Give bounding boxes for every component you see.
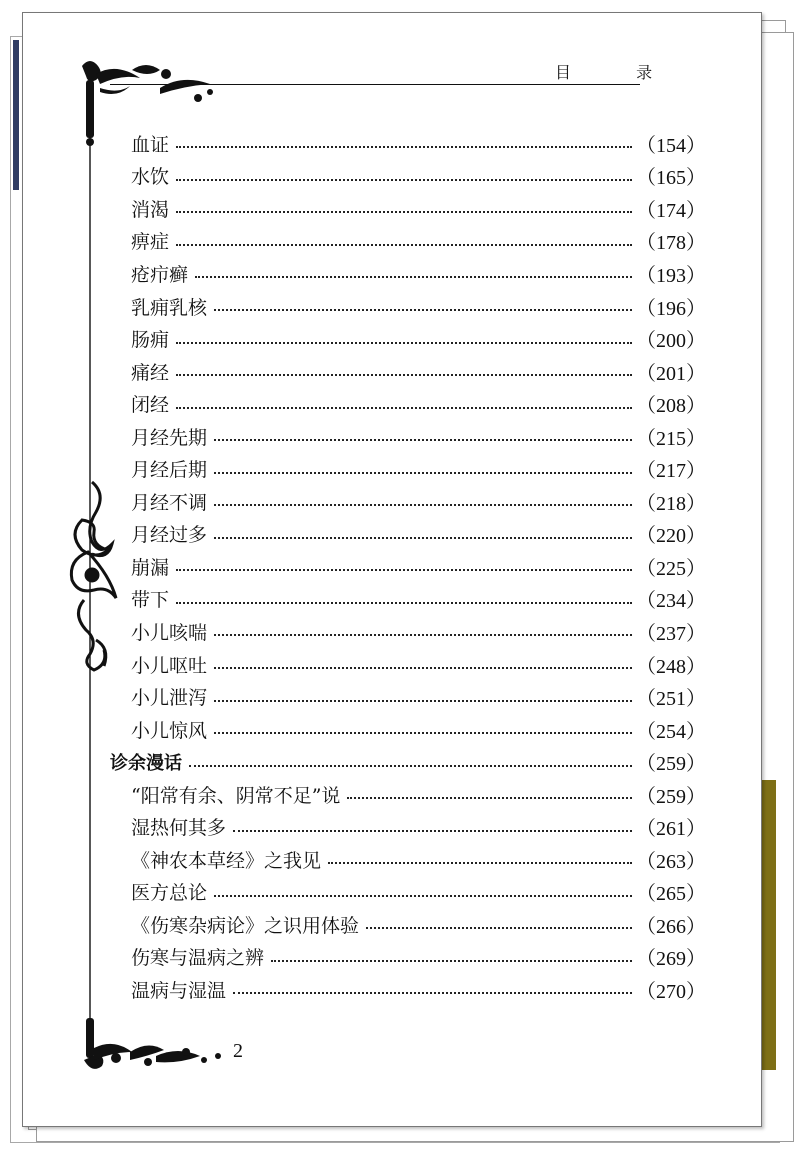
toc-entry [110,941,706,974]
toc-entry-title: 血证 [131,133,170,156]
toc-dot-leader [214,537,632,539]
toc-dot-leader [271,960,632,962]
toc-dot-leader [214,634,632,636]
toc-entry-page: （261） [636,818,706,841]
toc-entry-page: （217） [636,460,706,483]
toc-entry [110,583,706,616]
toc-entry-page: （254） [636,720,706,743]
toc-dot-leader [214,700,632,702]
toc-entry-page: （196） [636,297,706,320]
toc-entry-title: 水饮 [131,166,170,189]
toc-entry [110,843,706,876]
toc-dot-leader [214,504,632,506]
toc-entry [110,192,706,225]
toc-entry-title: “阳常有余、阴常不足”说 [131,784,341,807]
toc-dot-leader [214,895,632,897]
toc-entry [110,290,706,323]
toc-entry-title: 肠痈 [131,329,170,352]
toc-dot-leader [347,797,632,799]
toc-entry-title: 痛经 [131,361,170,384]
toc-dot-leader [214,732,632,734]
toc-entry-title: 小儿呕吐 [131,654,208,677]
toc-entry-title: 《伤寒杂病论》之识用体验 [131,914,360,937]
toc-entry-title: 月经不调 [131,491,208,514]
toc-entry-title: 伤寒与温病之辨 [131,947,265,970]
toc-dot-leader [214,309,632,311]
toc-entry-page: （174） [636,199,706,222]
toc-dot-leader [176,374,632,376]
toc-entry-title: 月经后期 [131,459,208,482]
toc-entry-title: 月经先期 [131,426,208,449]
toc-entry-page: （165） [636,167,706,190]
toc-entry-page: （237） [636,622,706,645]
toc-entry [110,908,706,941]
toc-entry-page: （265） [636,883,706,906]
toc-entry-title: 消渴 [131,198,170,221]
toc-entry-page: （263） [636,850,706,873]
toc-entry-title: 带下 [131,589,170,612]
toc-dot-leader [214,472,632,474]
toc-entry-page: （200） [636,330,706,353]
bottom-left-ornament [84,1018,221,1069]
toc-dot-leader [189,765,632,767]
toc-dot-leader [233,992,632,994]
toc-entry-page: （259） [636,753,706,776]
toc-entry-page: （259） [636,785,706,808]
toc-entry-page: （193） [636,264,706,287]
toc-entry [110,160,706,193]
toc-dot-leader [214,439,632,441]
running-header: 目 录 [555,63,683,82]
toc-dot-leader [366,927,632,929]
toc-entry [110,485,706,518]
toc-dot-leader [176,602,632,604]
toc-entry-title: 诊余漫话 [110,752,182,774]
toc-entry-page: （270） [636,980,706,1003]
header-rule [110,84,640,85]
toc-entry-page: （201） [636,362,706,385]
toc-entry [110,550,706,583]
toc-entry [110,713,706,746]
toc-dot-leader [195,276,632,278]
toc-entry-page: （266） [636,915,706,938]
toc-entry [110,778,706,811]
toc-dot-leader [233,830,632,832]
toc-dot-leader [176,569,632,571]
toc-entry [110,680,706,713]
page-number: 2 [233,1040,243,1062]
toc-entry-page: （234） [636,590,706,613]
toc-entry-title: 《神农本草经》之我见 [131,849,322,872]
toc-entry-title: 崩漏 [131,556,170,579]
toc-dot-leader [176,179,632,181]
toc-entry [110,615,706,648]
toc-entry-title: 月经过多 [131,524,208,547]
toc-entry-page: （178） [636,232,706,255]
toc-entry-page: （154） [636,134,706,157]
toc-entry [110,973,706,1006]
toc-entry-page: （225） [636,557,706,580]
toc-entry-page: （251） [636,688,706,711]
toc-entry-title: 小儿泄泻 [131,687,208,710]
toc-entry-title: 湿热何其多 [131,817,227,840]
toc-entry [110,355,706,388]
toc-dot-leader [214,667,632,669]
toc-entry [110,257,706,290]
toc-entry [110,420,706,453]
toc-dot-leader [328,862,632,864]
toc-entry-page: （220） [636,525,706,548]
toc-entry-page: （218） [636,492,706,515]
toc-entry [110,648,706,681]
toc-dot-leader [176,244,632,246]
toc-entry [110,127,706,160]
toc-entry [110,518,706,551]
toc-dot-leader [176,407,632,409]
toc-entry-title: 痹症 [131,231,170,254]
toc-entry-title: 闭经 [131,394,170,417]
toc-entry-title: 医方总论 [131,882,208,905]
toc-entry [110,322,706,355]
toc-entry-page: （248） [636,655,706,678]
toc-entry-page: （208） [636,395,706,418]
toc-entry-title: 疮疖癣 [131,263,189,286]
toc-entry [110,387,706,420]
toc-entry-page: （215） [636,427,706,450]
toc-entry [110,810,706,843]
toc-entry [110,225,706,258]
toc-entry [110,876,706,909]
toc-entry-page: （269） [636,948,706,971]
toc-entry-title: 小儿惊风 [131,719,208,742]
table-of-contents [110,127,706,1006]
toc-dot-leader [176,342,632,344]
toc-dot-leader [176,211,632,213]
toc-entry-title: 温病与湿温 [131,979,227,1002]
toc-entry-title: 乳痈乳核 [131,296,208,319]
toc-dot-leader [176,146,632,148]
toc-section-heading [110,745,706,778]
toc-entry [110,452,706,485]
toc-entry-title: 小儿咳喘 [131,621,208,644]
